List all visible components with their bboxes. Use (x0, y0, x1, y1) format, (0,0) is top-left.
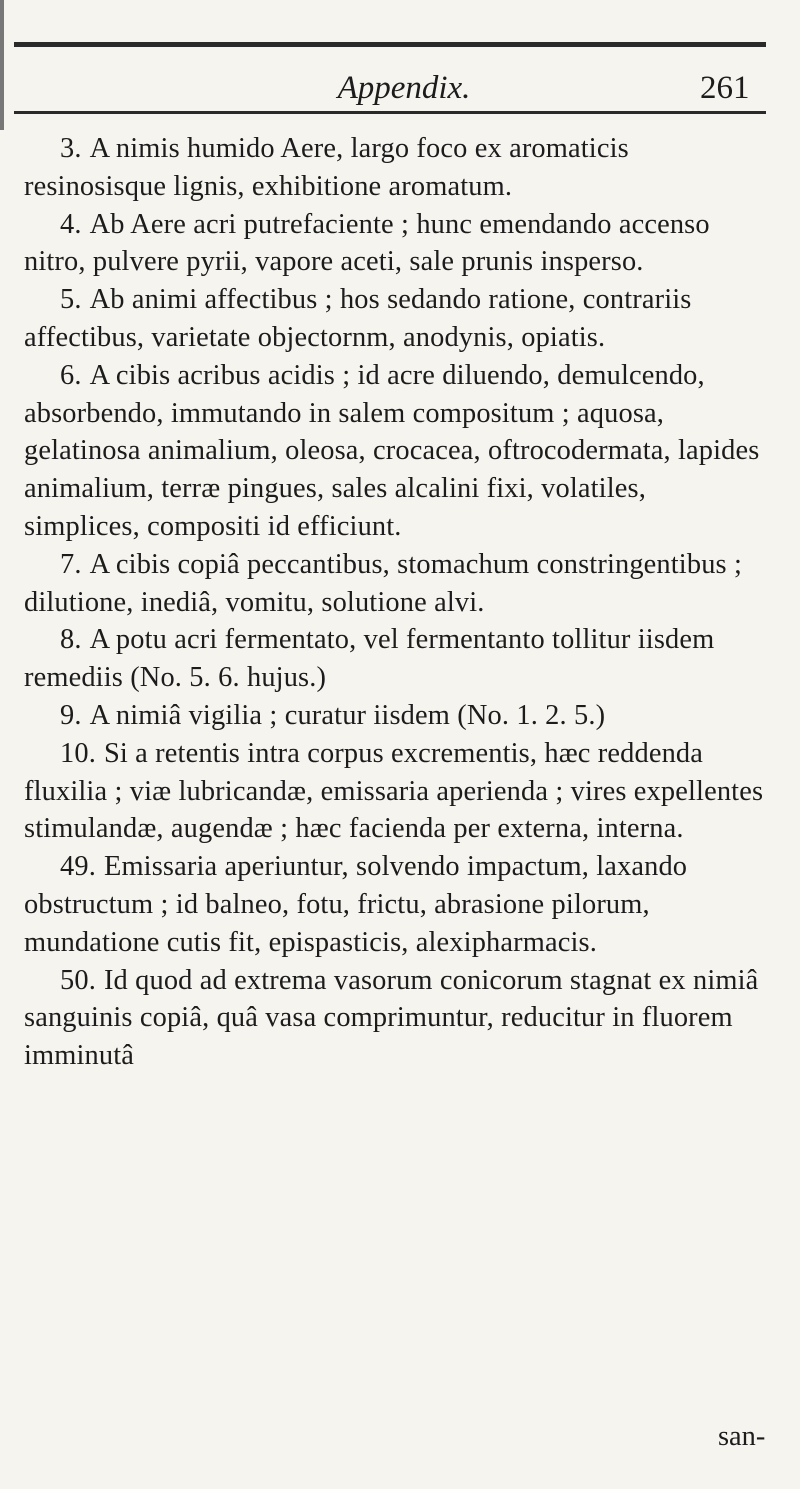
entry-10 (24, 735, 764, 848)
page-edge-shadow (0, 0, 4, 130)
top-border-rule (14, 42, 766, 47)
entry-text: A cibis acribus acidis ; id acre diluendo, demulcendo, absorbendo, immutando in salem compositum ; aquosa, gelatinosa animalium, oleosa, crocacea, oftrocodermata, lapides animalium, terræ pingues, sales alcalini fixi, volatiles, simplices, compositi id efficiunt. (24, 359, 760, 542)
entry-number: 8. (60, 624, 82, 656)
entry-6 (24, 357, 764, 546)
entry-5 (24, 281, 764, 357)
entry-text: A nimis humido Aere, largo foco ex aromaticis resinosisque lignis, exhibitione aromatum. (24, 133, 629, 202)
entry-text: A cibis copiâ peccantibus, stomachum constringentibus ; dilutione, inediâ, vomitu, solutione alvi. (24, 548, 743, 618)
entry-3 (24, 130, 764, 206)
entry-text: Ab animi affectibus ; hos sedando ratione, contrariis affectibus, varietate objectornm, anodynis, opiatis. (24, 284, 692, 353)
entry-number: 7. (60, 548, 82, 580)
entry-number: 6. (60, 359, 82, 391)
entry-text: Emissaria aperiuntur, solvendo impactum, laxando obstructum ; id balneo, fotu, frictu, abrasione pilorum, mundatione cutis fit, epispasticis, alexipharmacis. (24, 851, 688, 958)
entry-number: 10. (60, 737, 96, 769)
entry-text: A potu acri fermentato, vel fermentanto tollitur iisdem remediis (No. 5. 6. hujus.) (24, 624, 715, 694)
entry-50 (24, 962, 764, 1075)
entry-9 (24, 697, 764, 735)
running-title: Appendix. (337, 70, 471, 106)
entry-8 (24, 621, 764, 697)
entry-49 (24, 848, 764, 961)
page-number: 261 (700, 70, 750, 106)
entry-text: Id quod ad extrema vasorum conicorum stagnat ex nimiâ sanguinis copiâ, quâ vasa comprimuntur, reducitur in fluorem imminutâ (24, 964, 759, 1072)
entry-text: Si a retentis intra corpus excrementis, hæc reddenda fluxilia ; viæ lubricandæ, emissaria aperienda ; vires expellentes stimulandæ, augendæ ; hæc facienda per externa, interna. (24, 737, 764, 845)
entry-number: 50. (60, 964, 96, 996)
entry-number: 5. (60, 284, 82, 316)
catchword: san- (718, 1421, 766, 1452)
header-rule (14, 111, 766, 114)
entry-number: 9. (60, 699, 82, 731)
entry-4 (24, 206, 764, 282)
entry-text: A nimiâ vigilia ; curatur iisdem (No. 1. 2. 5.) (89, 699, 606, 731)
entry-number: 49. (60, 851, 96, 883)
page-body (24, 130, 764, 1075)
entry-number: 4. (60, 208, 82, 240)
entry-text: Ab Aere acri putrefaciente ; hunc emendando accenso nitro, pulvere pyrii, vapore aceti, sale prunis insperso. (24, 208, 710, 278)
entry-number: 3. (60, 133, 82, 164)
entry-7 (24, 546, 764, 622)
